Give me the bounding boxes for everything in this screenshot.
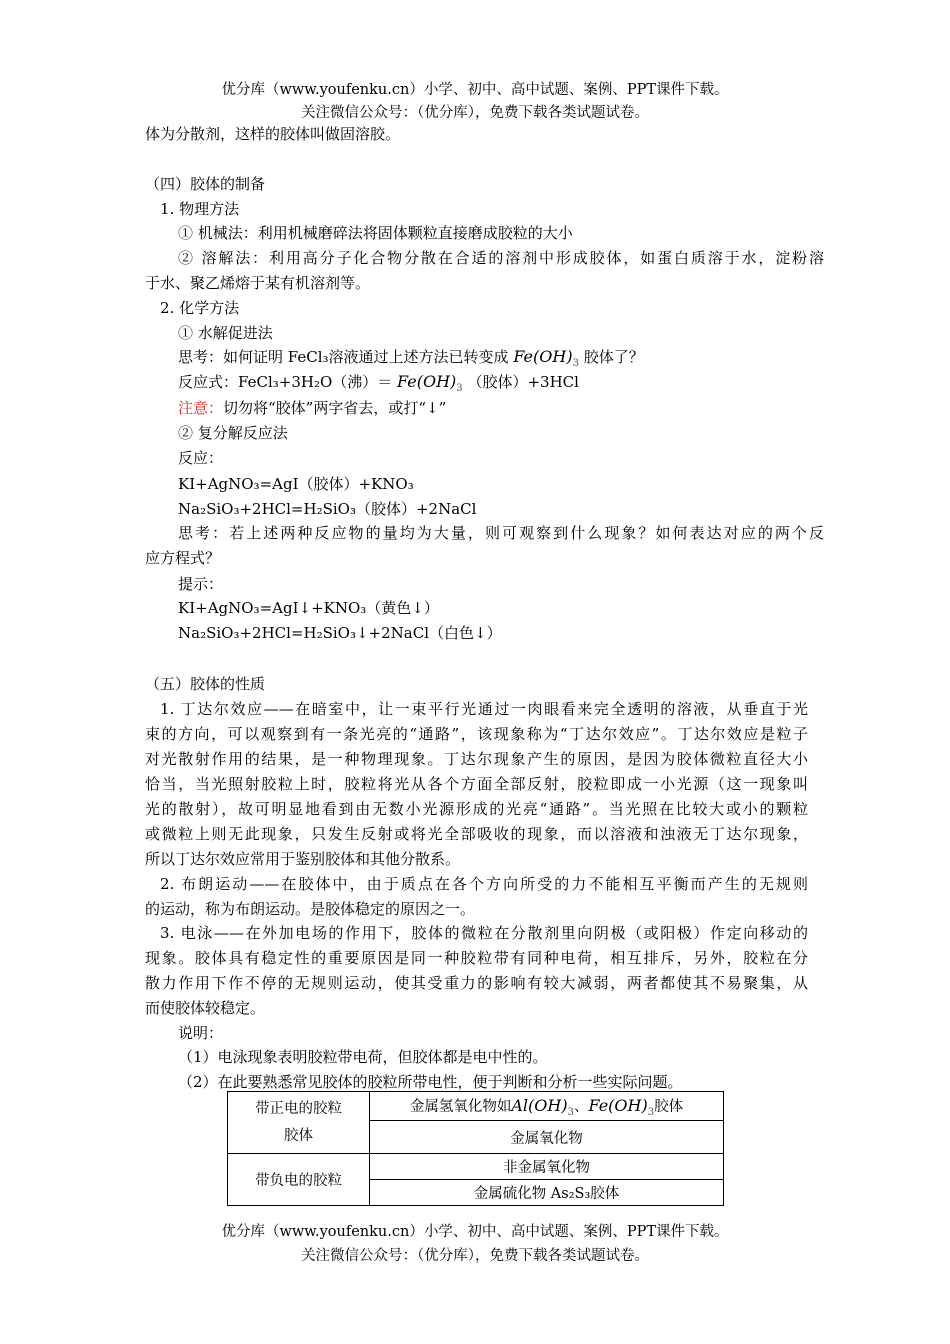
dissolve-method-line-2: 于水、聚乙烯熔于某有机溶剂等。 (145, 274, 371, 292)
think-question-2-line-2: 应方程式？ (145, 549, 221, 567)
page-header-line-2: 关注微信公众号：（优分库），免费下载各类试题试卷。 (301, 105, 649, 121)
electrophoresis-line: 而使胶体较稳定。 (145, 999, 266, 1017)
reaction-equation (178, 372, 579, 399)
tyndall-line: 对光散射作用的结果，是一种物理现象。丁达尔现象产生的原因，是因为胶体微粒直径大小 (145, 750, 808, 768)
tyndall-line: 1. 丁达尔效应——在暗室中，让一束平行光通过一肉眼看来完全透明的溶液，从垂直于光 (160, 700, 808, 718)
page-header-line-1: 优分库（www.youfenku.cn）小学、初中、高中试题、案例、PPT课件下载。 (221, 82, 729, 98)
fe-oh-subscript: 3 (456, 383, 463, 394)
tyndall-line: 恰当，当光照射胶粒上时，胶粒将光从各个方面全部反射，胶粒即成一小光源（这一现象叫 (145, 775, 808, 793)
tyndall-line: 光的散射），故可明显地看到由无数小光源形成的光亮“通路”。当光照在比较大或小的颗粒 (145, 800, 808, 818)
page-footer-line-1: 优分库（www.youfenku.cn）小学、初中、高中试题、案例、PPT课件下载。 (221, 1224, 729, 1240)
section-5-title: （五）胶体的性质 (145, 675, 266, 693)
physical-method-heading: 1. 物理方法 (160, 200, 240, 218)
hint-reaction-2: Na₂SiO₃+2HCl=H₂SiO₃↓+2NaCl（白色↓） (178, 624, 502, 642)
attention-text: 切勿将“胶体”两字省去，或打“↓” (223, 399, 447, 417)
explain-note-1: （1）电泳现象表明胶粒带电荷，但胶体都是电中性的。 (178, 1048, 548, 1066)
attention-note (178, 398, 446, 418)
think-question-1-end: 胶体了？ (583, 348, 644, 366)
tyndall-line: 束的方向，可以观察到有一条光亮的“通路”，该现象称为“丁达尔效应”。丁达尔效应是粒子 (145, 725, 808, 743)
tyndall-line: 所以丁达尔效应常用于鉴别胶体和其他分散系。 (145, 850, 461, 868)
nonmetal-oxide-cell: 非金属氧化物 (370, 1154, 724, 1180)
hint-reaction-1: KI+AgNO₃=AgI↓+KNO₃（黄色↓） (178, 599, 439, 617)
think-question-1-text: 思考：如何证明 FeCl₃溶液通过上述方法已转变成 (178, 348, 509, 366)
al-oh-formula: Al(OH) (511, 1095, 568, 1115)
separator: 、 (573, 1098, 589, 1115)
brownian-line: 的运动，称为布朗运动。是胶体稳定的原因之一。 (145, 900, 476, 918)
attention-label: 注意： (178, 399, 224, 417)
fe-oh-formula: Fe(OH) (588, 1095, 648, 1115)
reaction-agi: KI+AgNO₃=AgI（胶体）+KNO₃ (178, 475, 414, 493)
negative-colloid-label: 带负电的胶粒 (228, 1154, 370, 1206)
positive-colloid-label-b: 胶体 (284, 1127, 313, 1144)
metal-hydroxide-cell (370, 1092, 724, 1121)
positive-colloid-label-a: 带正电的胶粒 (255, 1100, 342, 1117)
think-question-2-line-1: 思考：若上述两种反应物的量均为大量，则可观察到什么现象？如何表达对应的两个反 (178, 524, 824, 542)
explain-note-2: （2）在此要熟悉常见胶体的胶粒所带电性，便于判断和分析一些实际问题。 (178, 1073, 683, 1091)
table-row (228, 1092, 724, 1121)
reaction-label: 反应： (178, 449, 224, 467)
page-footer-line-2: 关注微信公众号：（优分库），免费下载各类试题试卷。 (301, 1248, 649, 1264)
chemical-method-heading: 2. 化学方法 (160, 299, 240, 317)
double-decomposition-method: ② 复分解反应法 (178, 424, 288, 442)
hydrolysis-method: ① 水解促进法 (178, 324, 273, 342)
reaction-equation-left: 反应式：FeCl₃+3H₂O（沸）＝ (178, 373, 393, 391)
hint-label: 提示： (178, 575, 224, 593)
brownian-line: 2. 布朗运动——在胶体中，由于质点在各个方向所受的力不能相互平衡而产生的无规则 (160, 875, 808, 893)
electrophoresis-line: 散力作用下作不停的无规则运动，使其受重力的影响有较大减弱，两者都使其不易聚集，从 (145, 974, 808, 992)
tyndall-line: 或微粒上则无此现象，只发生反射或将光全部吸收的现象，而以溶液和浊液无丁达尔现象， (145, 825, 808, 843)
dissolve-method-line-1: ② 溶解法：利用高分子化合物分散在合适的溶剂中形成胶体，如蛋白质溶于水，淀粉溶 (178, 249, 824, 267)
electrophoresis-line: 3. 电泳——在外加电场的作用下，胶体的微粒在分散剂里向阴极（或阳极）作定向移动的 (160, 924, 808, 942)
section-4-title: （四）胶体的制备 (145, 175, 266, 193)
fe-oh-subscript: 3 (647, 1106, 655, 1118)
mechanical-method: ① 机械法：利用机械磨碎法将固体颗粒直接磨成胶粒的大小 (178, 224, 573, 242)
al-oh-subscript: 3 (567, 1106, 574, 1118)
metal-hydroxide-text: 金属氢氧化物如 (409, 1098, 512, 1115)
reaction-equation-right: （胶体）+3HCl (467, 373, 579, 391)
electrophoresis-line: 现象。胶体具有稳定性的重要原因是同一种胶粒带有同种电荷，相互排斥，另外，胶粒在分 (145, 949, 808, 967)
reaction-h2sio3: Na₂SiO₃+2HCl=H₂SiO₃（胶体）+2NaCl (178, 500, 477, 518)
fe-oh-subscript: 3 (572, 358, 579, 369)
colloid-charge-table (227, 1091, 724, 1206)
explain-label: 说明： (178, 1024, 224, 1042)
metal-oxide-cell: 金属氧化物 (370, 1121, 724, 1154)
fe-oh-formula: Fe(OH) (513, 347, 573, 366)
positive-colloid-label (228, 1092, 370, 1154)
metal-hydroxide-suffix: 胶体 (654, 1098, 684, 1115)
fe-oh-formula: Fe(OH) (397, 372, 457, 391)
intro-line: 体为分散剂，这样的胶体叫做固溶胶。 (145, 125, 401, 143)
table-row (228, 1154, 724, 1180)
metal-sulfide-cell: 金属硫化物 As₂S₃胶体 (370, 1180, 724, 1206)
think-question-1 (178, 347, 644, 374)
